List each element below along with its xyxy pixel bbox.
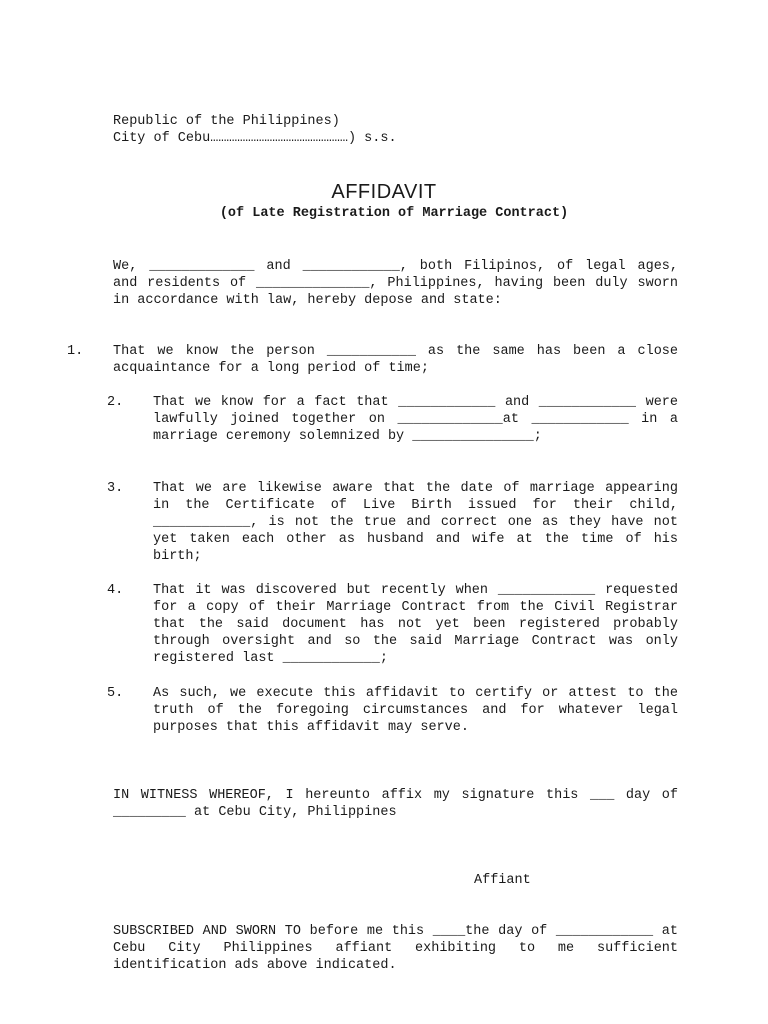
- subscribed-paragraph: SUBSCRIBED AND SWORN TO before me this ____the day of ____________ at Cebu City Philippines affiant exhibiting to me sufficient identification ads above indicated.: [113, 924, 678, 973]
- header-city: City of Cebu……………………………………………) s.s.: [113, 131, 397, 146]
- item-number: 5.: [107, 686, 124, 701]
- document-subtitle: (of Late Registration of Marriage Contract): [219, 206, 569, 221]
- item-text: As such, we execute this affidavit to certify or attest to the truth of the foregoing circumstances and for whatever legal purposes that this affidavit may serve.: [153, 686, 678, 735]
- witness-paragraph: IN WITNESS WHEREOF, I hereunto affix my signature this ___ day of _________ at Cebu City, Philippines: [113, 788, 678, 820]
- affiant-label: Affiant: [474, 873, 531, 888]
- item-number: 1.: [67, 344, 84, 359]
- item-text: That we know the person ___________ as the same has been a close acquaintance for a long period of time;: [113, 344, 678, 376]
- header-republic: Republic of the Philippines): [113, 114, 340, 129]
- intro-paragraph: We, _____________ and ____________, both Filipinos, of legal ages, and residents of ______________, Philippines, having been duly sworn in accordance with law, hereby depose and state:: [113, 259, 678, 308]
- item-number: 2.: [107, 395, 124, 410]
- item-text: That it was discovered but recently when ____________ requested for a copy of their Marriage Contract from the Civil Registrar that the said document has not yet been registered probably through oversight and so the said Marriage Contract was only registered last ____________;: [153, 583, 678, 666]
- item-number: 4.: [107, 583, 124, 598]
- item-text: That we are likewise aware that the date of marriage appearing in the Certificate of Live Birth issued for their child, ____________, is not the true and correct one as they have not yet taken each other as husband and wife at the time of his birth;: [153, 481, 678, 564]
- item-number: 3.: [107, 481, 124, 496]
- item-text: That we know for a fact that ____________ and ____________ were lawfully joined together on _____________at ____________ in a marriage ceremony solemnized by _______________;: [153, 395, 678, 444]
- document-title: AFFIDAVIT: [331, 181, 437, 203]
